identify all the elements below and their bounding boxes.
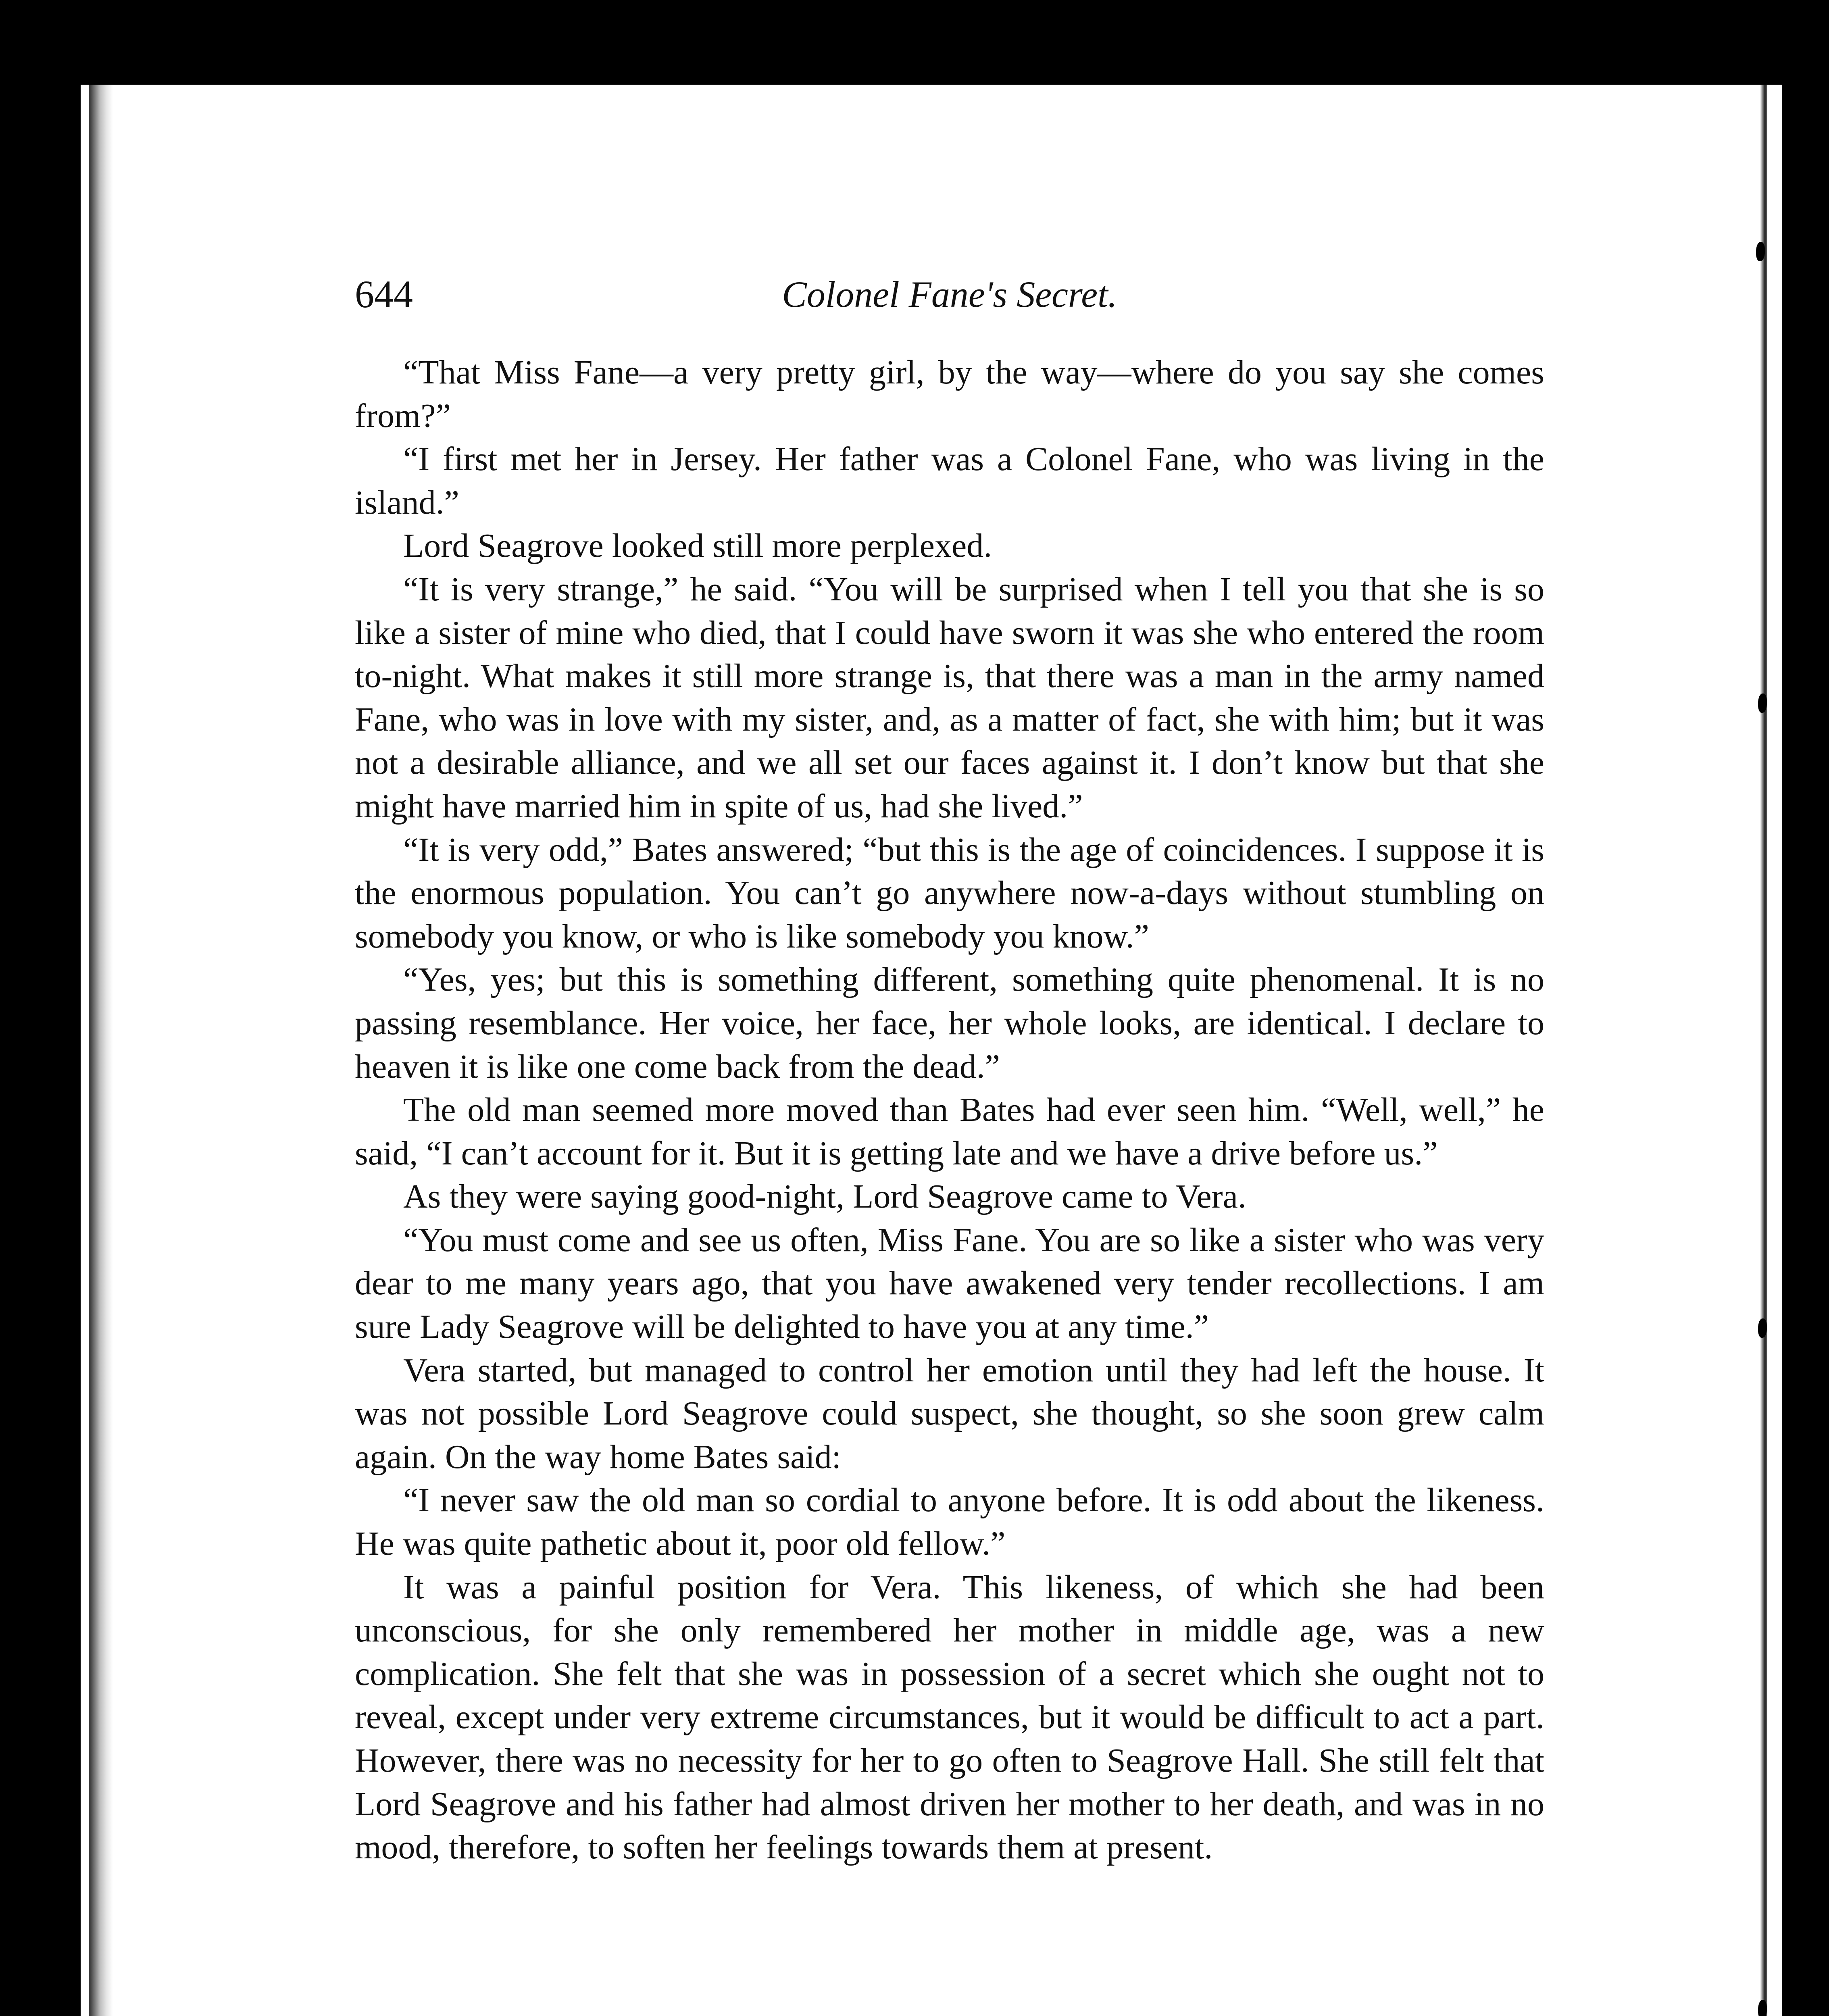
edge-mark-3 [1758, 1318, 1767, 1338]
body-text [355, 351, 1544, 1869]
paragraph: “It is very strange,” he said. “You will be surprised when I tell you that she is so like a sister of mine who died, that I could have sworn it was she who entered the room to-night. What makes it still more strange is, that there was a man in the army named Fane, who was in love with my sister, and, as a matter of fact, she with him; but it was not a desirable alliance, and we all set our faces against it. I don’t know but that she might have married him in spite of us, had she lived.” [355, 570, 1544, 825]
paragraph: “I first met her in Jersey. Her father was a Colonel Fane, who was living in the island.” [355, 440, 1544, 521]
edge-mark-1 [1756, 242, 1765, 261]
paragraph: The old man seemed more moved than Bates had ever seen him. “Well, well,” he said, “I can’t account for it. But it is getting late and we have a drive before us.” [355, 1091, 1544, 1172]
page-binding-edge [89, 85, 113, 2016]
paragraph: “I never saw the old man so cordial to anyone before. It is odd about the likeness. He was quite pathetic about it, poor old fellow.” [355, 1481, 1544, 1563]
paragraph: “You must come and see us often, Miss Fane. You are so like a sister who was very dear to me many years ago, that you have awakened very tender recollections. I am sure Lady Seagrove will be delighted to have you at any time.” [355, 1221, 1544, 1346]
adjacent-page-edge [1760, 85, 1767, 2016]
running-title: Colonel Fane's Secret. [782, 274, 1117, 315]
edge-mark-4 [1758, 2000, 1767, 2016]
page-header [355, 266, 1544, 323]
paragraph: Vera started, but managed to control her emotion until they had left the house. It was not possible Lord Seagrove could suspect, she thought, so she soon grew calm again. On the way home Bates said: [355, 1351, 1544, 1476]
paragraph: It was a painful position for Vera. This likeness, of which she had been unconscious, for she only remembered her mother in middle age, was a new complication. She felt that she was in possession of a secret which she ought not to reveal, except under very extreme circumstances, but it would be difficult to act a part. However, there was no necessity for her to go often to Seagrove Hall. She still felt that Lord Seagrove and his father had almost driven her mother to her death, and was in no mood, therefore, to soften her feelings towards them at present. [355, 1568, 1544, 1866]
edge-mark-2 [1758, 694, 1767, 713]
paragraph: Lord Seagrove looked still more perplexed. [403, 527, 992, 565]
paragraph: “It is very odd,” Bates answered; “but this is the age of coincidences. I suppose it is the enormous population. You can’t go anywhere now-a-days without stumbling on somebody you know, or who is like somebody you know.” [355, 831, 1544, 955]
page-number: 644 [355, 273, 413, 316]
paragraph: “That Miss Fane—a very pretty girl, by the way—where do you say she comes from?” [355, 354, 1544, 435]
paragraph: As they were saying good-night, Lord Seagrove came to Vera. [403, 1178, 1246, 1216]
paragraph: “Yes, yes; but this is something different, something quite phenomenal. It is no passing resemblance. Her voice, her face, her whole looks, are identical. I declare to heaven it is like one come back from the dead.” [355, 961, 1544, 1085]
